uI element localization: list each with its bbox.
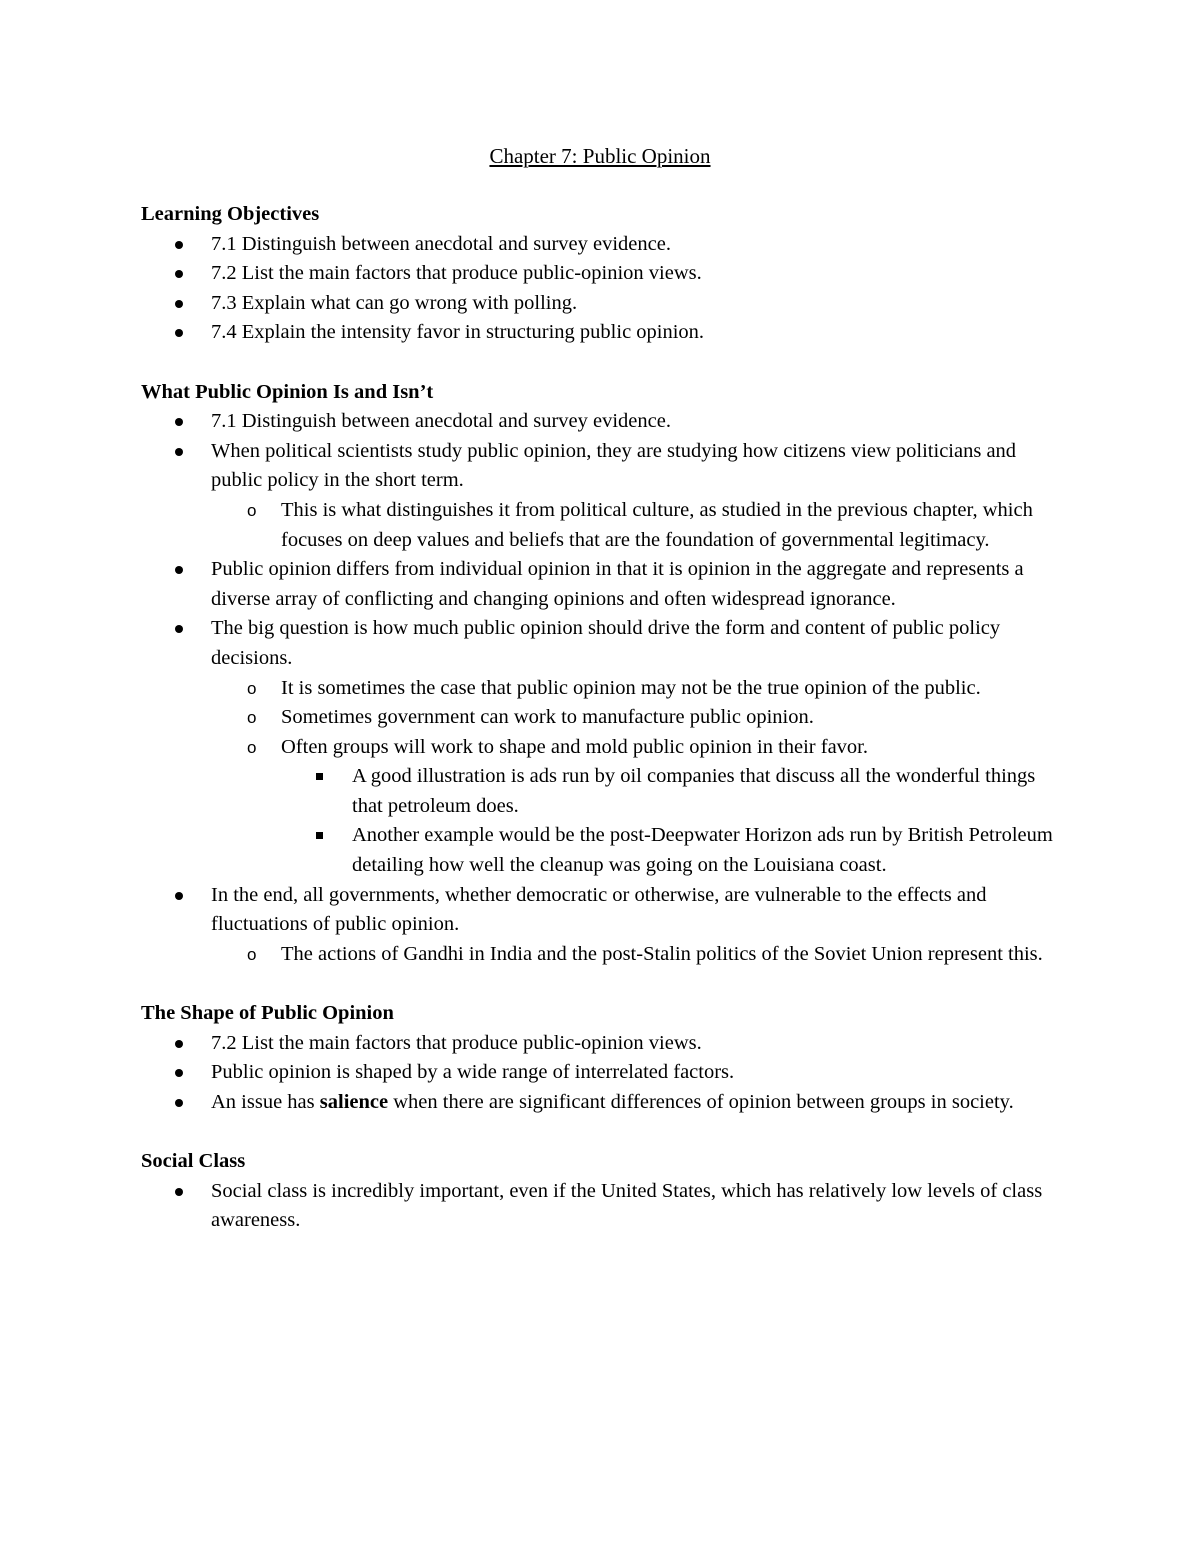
list-item — [141, 407, 1061, 437]
bullet-list — [141, 1177, 1061, 1236]
sub-list — [211, 940, 1061, 970]
list-item-text: Public opinion differs from individual opinion in that it is opinion in the aggregate and represents a diverse array of conflicting and changing opinions and often widespread ignorance. — [211, 558, 1024, 610]
section-social-class — [141, 1147, 1061, 1236]
list-item — [141, 881, 1061, 970]
list-item — [141, 614, 1061, 880]
sub-list — [211, 674, 1061, 881]
list-item-text: 7.1 Distinguish between anecdotal and survey evidence. — [211, 410, 671, 433]
list-item-text-pre: An issue has — [211, 1090, 320, 1113]
document-body — [141, 200, 1061, 1265]
list-item-text: In the end, all governments, whether democratic or otherwise, are vulnerable to the effects and fluctuations of public opinion. — [211, 883, 987, 936]
bullet-list — [141, 230, 1061, 348]
list-item: 7.1 Distinguish between anecdotal and survey evidence. — [141, 230, 1061, 260]
sub-list — [211, 496, 1061, 555]
list-item-text: When political scientists study public opinion, they are studying how citizens view politicians and public policy in the short term. — [211, 439, 1017, 492]
section-learning-objectives — [141, 200, 1061, 348]
section-heading: Learning Objectives — [141, 203, 320, 225]
sub-sub-list-item: Another example would be the post-Deepwater Horizon ads run by British Petroleum detailing how well the cleanup was going on the Louisiana coast. — [281, 821, 1061, 880]
sub-sub-list — [281, 762, 1061, 880]
bullet-list — [141, 1029, 1061, 1118]
sub-list-item — [211, 733, 1061, 881]
list-item: Social class is incredibly important, even if the United States, which has relatively low levels of class awareness. — [141, 1177, 1061, 1236]
page-title: Chapter 7: Public Opinion — [489, 144, 711, 168]
sub-list-item-text: Often groups will work to shape and mold public opinion in their favor. — [281, 735, 869, 758]
list-item — [141, 1088, 1061, 1118]
section-heading: What Public Opinion Is and Isn’t — [141, 380, 434, 403]
list-item — [141, 437, 1061, 555]
list-item: 7.4 Explain the intensity favor in structuring public opinion. — [141, 318, 1061, 348]
section-heading: Social Class — [141, 1150, 246, 1172]
list-item: 7.2 List the main factors that produce public-opinion views. — [141, 259, 1061, 289]
section-what-public-opinion-is — [141, 378, 1061, 970]
sub-sub-list-item: A good illustration is ads run by oil companies that discuss all the wonderful things that petroleum does. — [281, 762, 1061, 821]
sub-list-item: o This is what distinguishes it from political culture, as studied in the previous chapter, which focuses on deep values and beliefs that are the foundation of governmental legitimacy. — [211, 496, 1061, 555]
list-item — [141, 555, 1061, 614]
list-item: Public opinion is shaped by a wide range of interrelated factors. — [141, 1058, 1061, 1088]
list-item: 7.3 Explain what can go wrong with polling. — [141, 289, 1061, 319]
sub-list-item: o The actions of Gandhi in India and the post-Stalin politics of the Soviet Union represent this. — [211, 940, 1061, 970]
sub-list-item: o It is sometimes the case that public opinion may not be the true opinion of the public. — [211, 674, 1061, 704]
list-item-text-post: when there are significant differences of opinion between groups in society. — [388, 1090, 1014, 1113]
list-item-text: The big question is how much public opinion should drive the form and content of public policy decisions. — [211, 617, 1001, 669]
sub-list-item: o Sometimes government can work to manufacture public opinion. — [211, 703, 1061, 733]
section-shape-of-public-opinion — [141, 999, 1061, 1117]
section-heading: The Shape of Public Opinion — [141, 1002, 394, 1025]
key-term-salience: salience — [319, 1090, 389, 1113]
bullet-list — [141, 407, 1061, 969]
list-item: 7.2 List the main factors that produce public-opinion views. — [141, 1029, 1061, 1059]
